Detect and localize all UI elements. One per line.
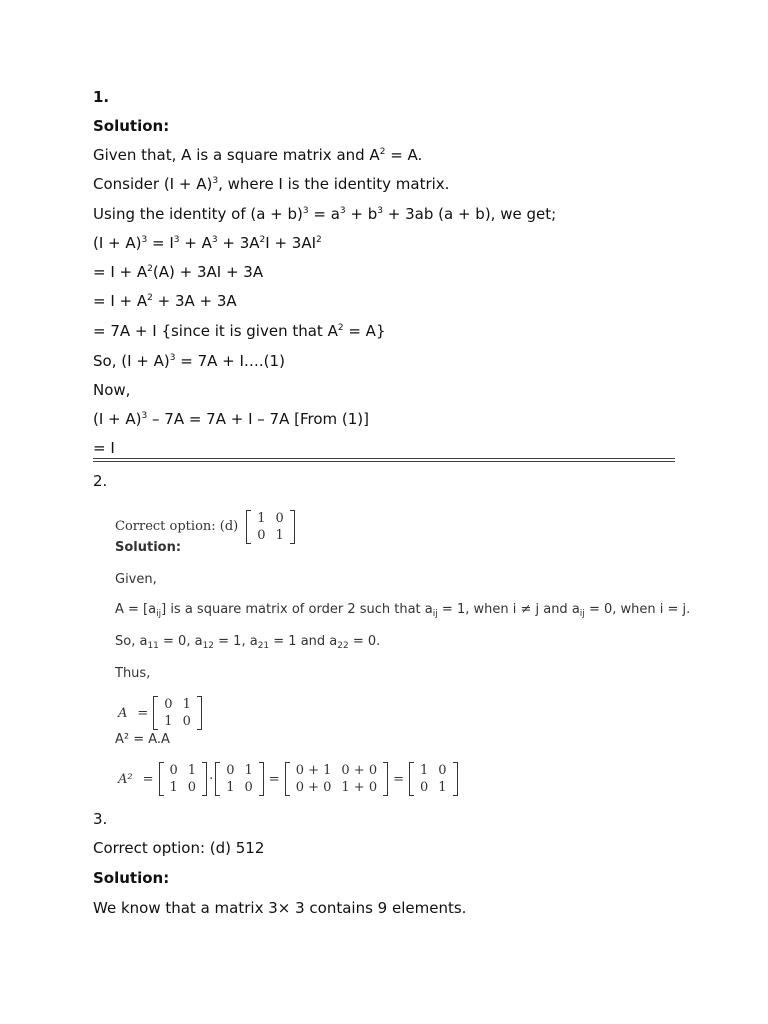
expanded-cell: 1 + 0 <box>341 780 378 795</box>
correct-option-label: Correct option: (d) <box>115 519 239 534</box>
correct-option-2 <box>115 510 295 544</box>
result-cell: 1 <box>420 763 429 778</box>
a-matrix <box>153 696 202 730</box>
solution-line-5: = $I + A^2(A) + 3AI + 3A$ <box>93 263 264 281</box>
solution-image-2 <box>113 496 691 801</box>
dot-operator: · <box>209 771 214 787</box>
equals-sign: = <box>137 705 149 721</box>
solution-line-6: = $I + A^2 + 3A + 3A$ <box>93 292 237 310</box>
a-matrix-cell: 0 <box>182 714 191 729</box>
solution-label-2: Solution: <box>115 540 182 555</box>
solution-line-8: So, $(I + A)^3 = 7A$ + I….(1) <box>93 352 285 370</box>
equals-sign: = <box>142 771 154 787</box>
definition-text: $A = [a_{ij}]$ is a square matrix of order 2 such that $a_{ij} = 1$, when i ≠ j and $a_{ij} = 0$, when i = j. <box>115 602 691 619</box>
result-cell: 0 <box>438 763 447 778</box>
thus-text: Thus, <box>115 666 151 681</box>
solution-label-1: Solution: <box>93 117 170 135</box>
solution-line-4: $(I + A)^3 = I^3 + A^3 + 3A^2I + 3AI^2$ <box>93 234 322 252</box>
product-left-cell: 0 <box>187 780 197 795</box>
product-right-cell: 0 <box>226 763 235 778</box>
correct-option-3: Correct option: (d) 512 <box>93 839 265 857</box>
product-left-cell: 1 <box>169 780 178 795</box>
option-matrix <box>246 510 295 544</box>
question-number-3: 3. <box>93 810 108 828</box>
option-matrix-cell: 1 <box>275 528 284 543</box>
question-number-2: 2. <box>93 472 108 490</box>
product-left-cell: 0 <box>169 763 178 778</box>
a-matrix-equation <box>113 696 202 730</box>
expanded-cell: 0 + 0 <box>341 763 378 778</box>
divider-top <box>93 458 675 459</box>
solution-label-3: Solution: <box>93 869 170 887</box>
option-matrix-cell: 0 <box>275 511 284 526</box>
so-line: So, $a_{11} = 0$, $a_{12} = 1$, $a_{21} = 1$ and $a_{22} = 0$. <box>115 634 381 651</box>
result-cell: 1 <box>438 780 447 795</box>
solution-line-11: = I <box>93 439 115 457</box>
product-right-matrix <box>215 762 264 796</box>
solution-text-3: We know that a matrix 3× 3 contains 9 elements. <box>93 899 467 917</box>
expanded-matrix <box>285 762 388 796</box>
option-matrix-cell: 0 <box>257 528 266 543</box>
solution-line-2: Consider $(I + A)^3$, where I is the identity matrix. <box>93 175 450 193</box>
product-left-matrix <box>159 762 208 796</box>
equals-sign: = <box>393 771 404 787</box>
result-cell: 0 <box>420 780 429 795</box>
a-squared-line: A² = A.A <box>115 732 170 747</box>
a-matrix-cell: 0 <box>164 697 173 712</box>
a-matrix-cell: 1 <box>182 697 191 712</box>
expanded-cell: 0 + 1 <box>295 763 332 778</box>
solution-line-7: = 7A + I {since it is given that $A^2 = A$} <box>93 322 386 340</box>
solution-line-1: Given that, A is a square matrix and $A^2 = A$. <box>93 146 423 164</box>
divider-bottom <box>93 461 675 462</box>
result-matrix <box>409 762 458 796</box>
a-matrix-cell: 1 <box>164 714 173 729</box>
product-right-cell: 1 <box>226 780 235 795</box>
product-right-cell: 0 <box>244 780 253 795</box>
solution-line-9: Now, <box>93 381 131 399</box>
product-right-cell: 1 <box>244 763 253 778</box>
question-number-1: 1. <box>93 88 110 106</box>
product-left-cell: 1 <box>187 763 197 778</box>
equals-sign: = <box>268 771 280 787</box>
option-matrix-cell: 1 <box>257 511 266 526</box>
solution-line-10: $(I + A)^3 - 7A = 7A + I - 7A$ [From (1)] <box>93 410 370 428</box>
given-text: Given, <box>115 572 157 587</box>
a-label: A <box>118 705 128 721</box>
solution-line-3: Using the identity of $(a + b)^3 = a^3 + b^3 + 3ab$ (a + b), we get; <box>93 205 557 223</box>
a-squared-equation <box>113 762 458 796</box>
expanded-cell: 0 + 0 <box>295 780 332 795</box>
a-squared-label: A² <box>118 771 133 787</box>
